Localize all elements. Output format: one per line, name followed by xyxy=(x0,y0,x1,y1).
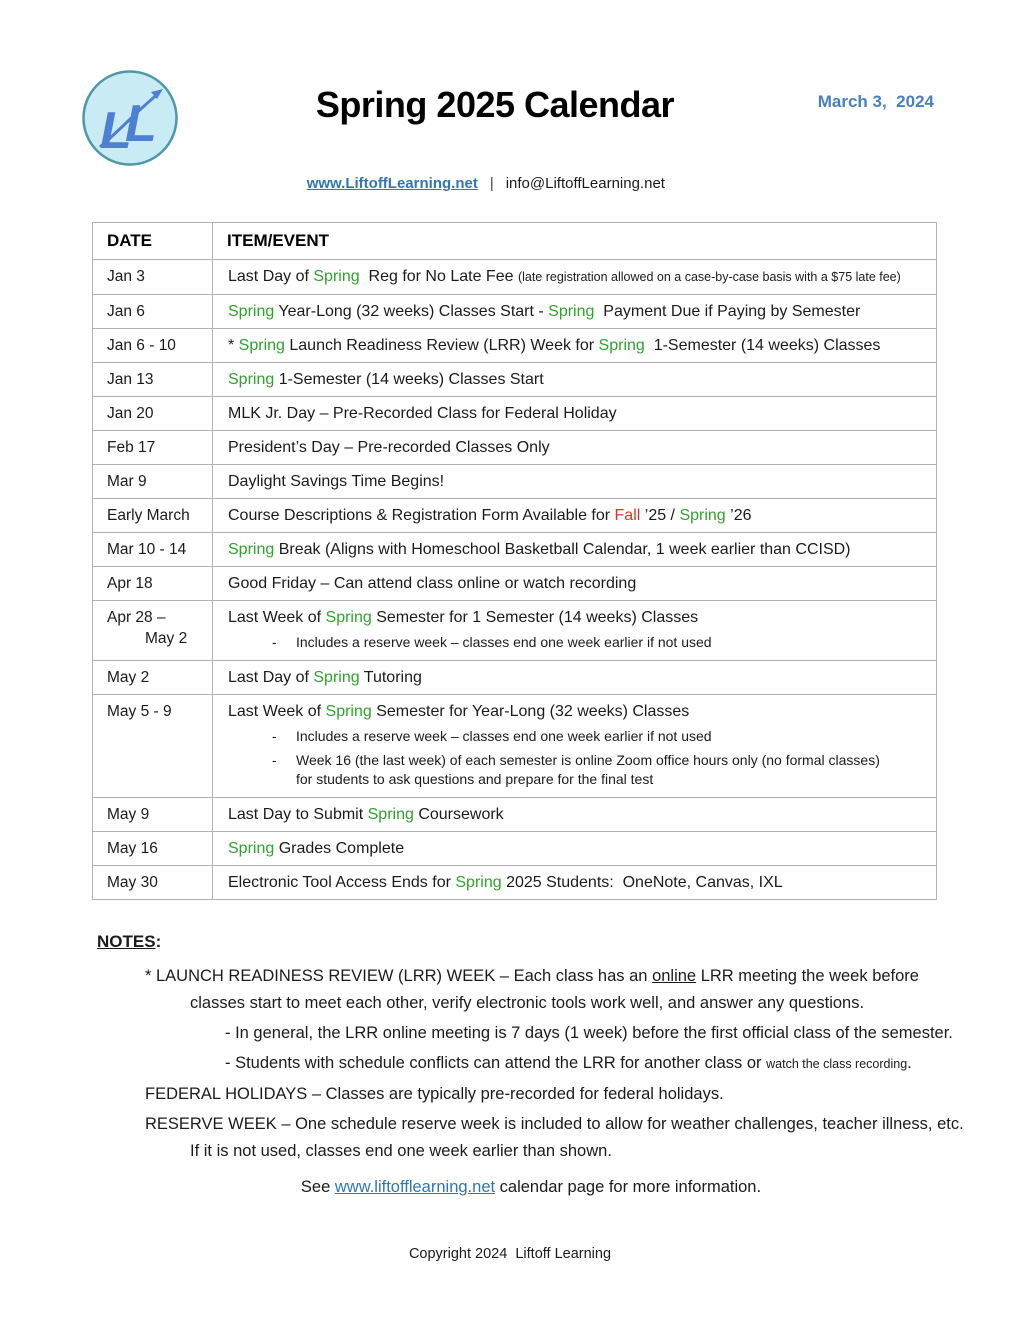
text-segment: 1-Semester (14 weeks) Classes xyxy=(644,337,881,354)
bullet-dash-icon: - xyxy=(272,728,277,744)
copyright-text: Copyright 2024 Liftoff Learning xyxy=(408,1246,612,1262)
event-cell xyxy=(213,567,937,601)
text-segment: Spring xyxy=(238,337,285,354)
text-segment: President’s Day – Pre-recorded Classes Only xyxy=(228,439,550,456)
date-cell xyxy=(93,866,213,900)
event-cell xyxy=(213,363,937,397)
note-paragraph xyxy=(97,1111,973,1165)
event-sub-bullet xyxy=(272,633,926,652)
notes-paragraphs xyxy=(97,963,973,1201)
table-row xyxy=(93,465,937,499)
event-text xyxy=(228,838,926,859)
event-text xyxy=(228,505,926,526)
event-cell xyxy=(213,431,937,465)
event-cell xyxy=(213,295,937,329)
text-segment: Spring xyxy=(679,507,726,524)
date-cell xyxy=(93,295,213,329)
event-text xyxy=(228,573,926,594)
text-segment: - Students with schedule conflicts can attend the LRR for another class or xyxy=(225,1054,767,1072)
date-text: May 5 - 9 xyxy=(107,703,172,720)
date-cell xyxy=(93,363,213,397)
text-segment: Fall xyxy=(614,507,641,524)
event-sub-bullet xyxy=(272,751,926,789)
text-segment: ’26 xyxy=(725,507,752,524)
text-segment: watch the class recording xyxy=(766,1057,908,1071)
text-segment: Spring xyxy=(598,337,645,354)
text-segment: Last Day of xyxy=(228,669,314,686)
date-cell xyxy=(93,465,213,499)
event-cell xyxy=(213,533,937,567)
website-link[interactable]: www.LiftoffLearning.net xyxy=(306,175,478,192)
text-segment: ’25 / xyxy=(640,507,680,524)
text-segment: Semester for 1 Semester (14 weeks) Classes xyxy=(371,609,699,626)
text-segment: Spring xyxy=(228,303,275,320)
text-segment: Spring xyxy=(228,840,275,857)
text-segment: Spring xyxy=(228,541,275,558)
date-text: Mar 10 - 14 xyxy=(107,541,187,558)
table-row xyxy=(93,695,937,798)
event-cell xyxy=(213,260,937,295)
text-segment: Includes a reserve week – classes end one week earlier if not used xyxy=(296,728,712,744)
text-segment: Last Day to Submit xyxy=(228,806,368,823)
event-cell xyxy=(213,832,937,866)
date-text: Jan 6 xyxy=(107,303,145,320)
event-cell xyxy=(213,499,937,533)
table-row xyxy=(93,601,937,661)
date-cell xyxy=(93,567,213,601)
bullet-dash-icon: - xyxy=(272,752,277,768)
text-segment: . xyxy=(907,1054,912,1072)
event-text xyxy=(228,872,926,893)
text-segment: Last Day of xyxy=(228,268,314,285)
date-cell xyxy=(93,798,213,832)
table-row xyxy=(93,397,937,431)
table-row xyxy=(93,329,937,363)
date-text: May 30 xyxy=(107,874,158,891)
text-segment: online xyxy=(652,967,697,985)
date-cell xyxy=(93,397,213,431)
liftoff-logo xyxy=(80,68,180,170)
date-text: Jan 13 xyxy=(107,371,154,388)
text-segment: Last Week of xyxy=(228,609,326,626)
text-segment: Grades Complete xyxy=(274,840,405,857)
event-cell xyxy=(213,866,937,900)
event-text xyxy=(228,301,926,322)
text-segment: - In general, the LRR online meeting is 7 days (1 week) before the first official class of the semester. xyxy=(225,1024,953,1042)
text-segment: RESERVE WEEK – One schedule reserve week is included to allow for weather challenges, teacher illness, etc. If it is not used, classes end one week earlier than shown. xyxy=(145,1115,973,1160)
event-cell xyxy=(213,695,937,798)
text-segment: Spring xyxy=(325,703,372,720)
event-text xyxy=(228,471,926,492)
date-cell xyxy=(93,601,213,661)
event-cell xyxy=(213,601,937,661)
text-segment: Daylight Savings Time Begins! xyxy=(228,473,445,490)
date-text: Apr 28 – xyxy=(107,609,166,626)
note-paragraph xyxy=(97,1020,965,1047)
date-text: Mar 9 xyxy=(107,473,147,490)
text-segment: Spring xyxy=(228,371,275,388)
text-segment: Good Friday – Can attend class online or watch recording xyxy=(228,575,637,592)
text-segment: Coursework xyxy=(413,806,504,823)
date-cell xyxy=(93,695,213,798)
date-text: May 2 xyxy=(107,669,150,686)
table-row xyxy=(93,798,937,832)
date-cell xyxy=(93,533,213,567)
text-segment: Spring xyxy=(313,669,360,686)
date-text: Jan 6 - 10 xyxy=(107,337,176,354)
text-segment: Year-Long (32 weeks) Classes Start - xyxy=(274,303,549,320)
bullet-dash-icon: - xyxy=(272,634,277,650)
logo-letter-l2: L xyxy=(125,95,157,153)
inline-link[interactable]: www.liftofflearning.net xyxy=(334,1178,496,1196)
liftoff-logo-image xyxy=(80,68,180,168)
note-paragraph xyxy=(97,963,965,1017)
bullet-text xyxy=(296,727,712,746)
text-segment: (late registration allowed on a case-by-case basis with a $75 late fee) xyxy=(517,270,901,284)
date-cell xyxy=(93,431,213,465)
notes-heading-colon: : xyxy=(155,932,162,951)
event-sub-bullet xyxy=(272,727,926,746)
event-text xyxy=(228,437,926,458)
text-segment: 2025 Students: OneNote, Canvas, IXL xyxy=(501,874,783,891)
separator: | xyxy=(489,175,494,192)
page-title: Spring 2025 Calendar xyxy=(315,84,675,125)
table-row xyxy=(93,363,937,397)
event-cell xyxy=(213,465,937,499)
date-cell xyxy=(93,329,213,363)
text-segment: Tutoring xyxy=(359,669,422,686)
event-text xyxy=(228,667,926,688)
event-cell xyxy=(213,329,937,363)
event-text xyxy=(228,369,926,390)
text-segment: Week 16 (the last week) of each semester is online Zoom office hours only (no formal classes) for students to ask questions and prepare for the final test xyxy=(296,752,884,787)
date-cell xyxy=(93,832,213,866)
logo-letter-l1: L xyxy=(100,102,132,160)
text-segment: Course Descriptions & Registration Form Available for xyxy=(228,507,615,524)
event-cell xyxy=(213,397,937,431)
calendar-table xyxy=(92,222,937,900)
table-row xyxy=(93,832,937,866)
text-segment: MLK Jr. Day – Pre-Recorded Class for Federal Holiday xyxy=(228,405,617,422)
event-text xyxy=(228,335,926,356)
table-row xyxy=(93,260,937,295)
text-segment: Includes a reserve week – classes end one week earlier if not used xyxy=(296,634,712,650)
table-row xyxy=(93,499,937,533)
event-cell xyxy=(213,798,937,832)
event-cell xyxy=(213,661,937,695)
text-segment: * LAUNCH READINESS REVIEW (LRR) WEEK – Each class has an xyxy=(145,967,653,985)
col-header-item-event: ITEM/EVENT xyxy=(213,223,937,260)
document-date: March 3, 2024 xyxy=(817,92,934,111)
text-segment: Payment Due if Paying by Semester xyxy=(594,303,861,320)
text-segment: Break (Aligns with Homeschool Basketball Calendar, 1 week earlier than CCISD) xyxy=(274,541,851,558)
text-segment: calendar page for more information. xyxy=(495,1178,762,1196)
note-paragraph xyxy=(97,1050,965,1078)
text-segment: Semester for Year-Long (32 weeks) Classes xyxy=(371,703,690,720)
text-segment: Reg for No Late Fee xyxy=(359,268,518,285)
table-row xyxy=(93,431,937,465)
notes-heading xyxy=(97,928,965,955)
text-segment: Spring xyxy=(325,609,372,626)
event-text xyxy=(228,701,926,722)
date-cell xyxy=(93,499,213,533)
date-text: May 16 xyxy=(107,840,158,857)
text-segment: LRR meeting the week before classes start to meet each other, verify electronic tools work well, and answer any questions. xyxy=(190,967,924,1012)
date-text: Feb 17 xyxy=(107,439,156,456)
date-text-line2: May 2 xyxy=(145,630,188,647)
table-row xyxy=(93,661,937,695)
text-segment: Last Week of xyxy=(228,703,326,720)
header-row xyxy=(93,223,937,260)
date-text: May 9 xyxy=(107,806,150,823)
bullet-text xyxy=(296,633,712,652)
text-segment: FEDERAL HOLIDAYS – Classes are typically pre-recorded for federal holidays. xyxy=(145,1085,724,1103)
date-cell xyxy=(93,661,213,695)
calendar-table-body xyxy=(93,260,937,900)
event-text xyxy=(228,266,926,288)
note-paragraph xyxy=(97,1174,965,1201)
text-segment: 1-Semester (14 weeks) Classes Start xyxy=(274,371,544,388)
note-paragraph xyxy=(97,1081,965,1108)
text-segment: Spring xyxy=(548,303,595,320)
bullet-text xyxy=(296,751,896,789)
date-text: Early March xyxy=(107,507,190,524)
text-segment: Spring xyxy=(367,806,414,823)
calendar-table-head xyxy=(93,223,937,260)
table-row xyxy=(93,866,937,900)
date-text: Jan 20 xyxy=(107,405,154,422)
event-text xyxy=(228,539,926,560)
col-header-date: DATE xyxy=(93,223,213,260)
table-row xyxy=(93,533,937,567)
text-segment: Spring xyxy=(313,268,360,285)
date-text: Jan 3 xyxy=(107,268,145,285)
text-segment: Spring xyxy=(455,874,502,891)
date-text: Apr 18 xyxy=(107,575,153,592)
notes-section xyxy=(97,928,973,1204)
text-segment: See xyxy=(300,1178,335,1196)
event-text xyxy=(228,403,926,424)
text-segment: Electronic Tool Access Ends for xyxy=(228,874,456,891)
table-row xyxy=(93,295,937,329)
event-text xyxy=(228,607,926,628)
event-text xyxy=(228,804,926,825)
text-segment: * xyxy=(228,337,239,354)
contact-line xyxy=(0,158,955,209)
email-text: info@LiftoffLearning.net xyxy=(505,175,665,192)
table-row xyxy=(93,567,937,601)
text-segment: Launch Readiness Review (LRR) Week for xyxy=(284,337,599,354)
date-cell xyxy=(93,260,213,295)
notes-heading-text: NOTES xyxy=(97,932,156,951)
